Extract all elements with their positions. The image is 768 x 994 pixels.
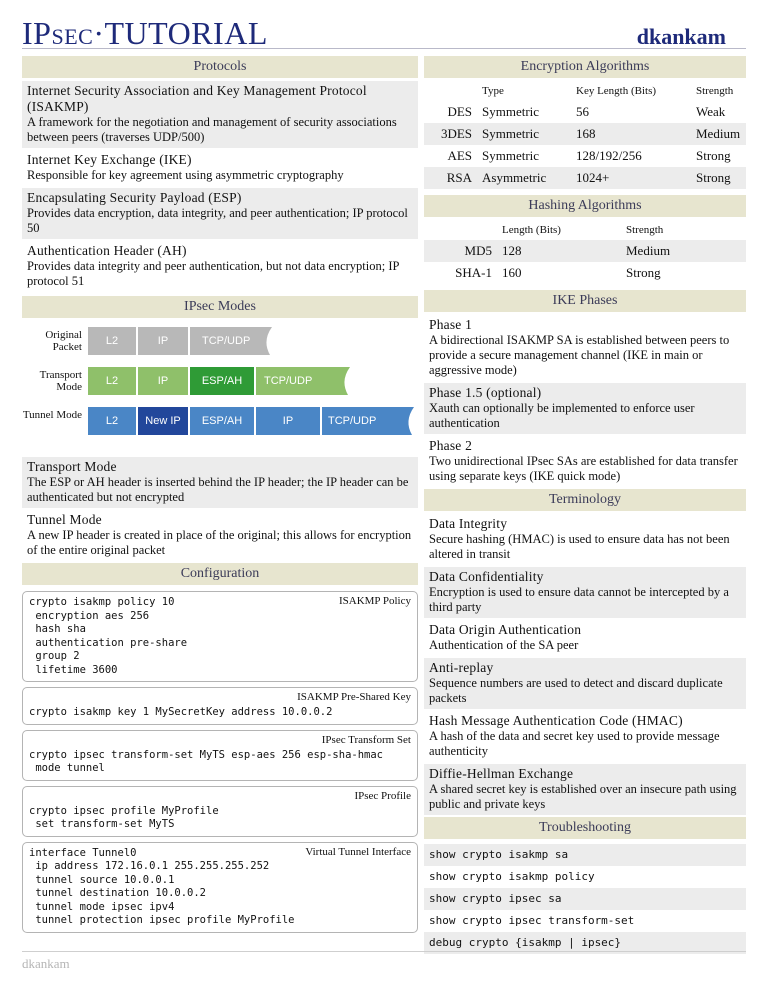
term-item [424,711,746,762]
mode-row-original [22,327,418,355]
config-label: IPsec Profile [354,789,411,802]
mode-desc: A new IP header is created in place of the original; this allows for encryption of the entire original packet [27,528,412,557]
ike-term: Phase 1.5 (optional) [429,385,542,400]
table-row [424,167,746,189]
table-cell: Symmetric [482,148,540,163]
troubleshooting-list [424,844,746,954]
table-row [424,240,746,262]
protocol-item [22,188,418,239]
terminology-list [424,514,746,815]
hashing-table [424,220,746,284]
logo-tutorial: TUTORIAL [104,15,268,51]
protocol-item [22,150,418,186]
table-cell: 3DES [424,123,478,145]
table-header-row [424,81,746,101]
table-cell: SHA-1 [455,265,492,280]
mode-row-tunnel [22,407,418,435]
ike-desc: A bidirectional ISAKMP SA is established between peers to provide a secure management channel (IKE in main or aggressive mode) [429,333,730,377]
config-block [22,730,418,781]
packet-segment: L2 [88,327,136,355]
troubleshooting-title: Troubleshooting [424,817,746,839]
protocol-item [22,81,418,148]
logo-ip: IP [22,15,52,51]
term-name: Data Integrity [429,516,508,531]
config-line: tunnel source 10.0.0.1 [29,873,175,886]
command-item: show crypto isakmp sa [424,844,746,866]
protocols-title: Protocols [22,56,418,78]
config-label: ISAKMP Policy [338,595,411,607]
table-cell: 128/192/256 [576,148,642,163]
term-desc: Authentication of the SA peer [429,638,579,652]
table-cell: Symmetric [478,123,572,145]
configuration-blocks [22,591,418,933]
logo-dot: · [93,15,105,51]
command-item: show crypto ipsec sa [424,888,746,910]
protocol-desc: A framework for the negotiation and management of security associations between peers (traverses UDP/500) [27,115,397,144]
command-item: show crypto isakmp policy [429,870,595,883]
packet-segment: New IP [138,407,188,435]
protocol-term: Authentication Header (AH) [27,243,187,258]
packet-tail-icon [328,367,352,395]
command-item: debug crypto {isakmp | ipsec} [424,932,746,954]
config-line: mode tunnel [29,762,105,774]
mode-term: Tunnel Mode [27,512,102,527]
table-cell: 168 [572,123,692,145]
terminology-title: Terminology [424,489,746,511]
packet-segment: TCP/UDP [190,327,252,355]
mode-label: Tunnel Mode [22,409,82,421]
command-item: show crypto ipsec transform-set [429,914,635,927]
left-column [22,56,418,938]
ike-item [424,436,746,487]
hashing-title: Hashing Algorithms [424,195,746,217]
mode-label: Original Packet [45,329,82,353]
column-header: Key Length (Bits) [576,85,657,97]
protocol-desc: Provides data integrity and peer authentication, but not data encryption; IP protocol 51 [27,259,400,288]
ike-item [424,315,746,381]
term-desc: Secure hashing (HMAC) is used to ensure data has not been altered in transit [429,532,730,561]
config-block [22,786,418,837]
modes-list [22,457,418,561]
term-name: Anti-replay [429,660,494,675]
config-line: crypto isakmp policy 10 [29,596,175,608]
column-header [424,81,478,101]
config-block [22,842,418,933]
config-line: set transform-set MyTS [29,818,175,830]
ike-title: IKE Phases [424,290,746,312]
table-cell: Strong [692,167,746,189]
right-column [424,56,746,954]
page-footer [22,951,746,971]
config-line: tunnel destination 10.0.0.2 [29,887,207,899]
encryption-title: Encryption Algorithms [424,56,746,78]
protocols-list [22,81,418,292]
config-line: interface Tunnel0 [29,846,137,859]
term-name: Hash Message Authentication Code (HMAC) [429,713,683,728]
protocol-term: Internet Key Exchange (IKE) [27,152,192,167]
table-cell: 1024+ [572,167,692,189]
term-item [424,514,746,565]
table-row [424,101,746,123]
column-header: Type [482,85,504,97]
config-line: crypto ipsec profile MyProfile [29,804,219,817]
term-desc: A shared secret key is established over an insecure path using public and private keys [429,782,737,811]
packet-segment: TCP/UDP [322,407,392,435]
packet-segment: ESP/AH [190,367,254,395]
table-header-row [424,220,746,240]
term-desc: Encryption is used to ensure data cannot be intercepted by a third party [429,585,729,614]
term-item [424,567,746,618]
encryption-table [424,81,746,189]
protocol-term: Encapsulating Security Payload (ESP) [27,190,242,205]
packet-segment: TCP/UDP [256,367,328,395]
table-cell: Medium [622,240,746,262]
config-line: crypto isakmp key 1 MySecretKey address 10.0.0.2 [29,706,333,718]
config-line: tunnel mode ipsec ipv4 [29,900,175,913]
config-label: ISAKMP Pre-Shared Key [297,691,411,703]
column-header: Strength [696,85,734,97]
packet-segment: IP [256,407,320,435]
packet-segment: L2 [88,367,136,395]
column-header: Length (Bits) [502,224,561,236]
config-line: lifetime 3600 [29,663,118,676]
config-line: authentication pre-share [29,636,188,649]
config-line: encryption aes 256 [29,609,150,622]
term-desc: A hash of the data and secret key used to provide message authenticity [429,729,720,758]
table-row [424,262,746,284]
config-block [22,591,418,682]
config-line: ip address 172.16.0.1 255.255.255.252 [29,860,270,872]
protocol-desc: Provides data encryption, data integrity, and peer authentication; IP protocol 50 [27,206,408,235]
packet-segment: ESP/AH [190,407,254,435]
mode-item [22,457,418,508]
config-line: crypto ipsec transform-set MyTS esp-aes 256 esp-sha-hmac [29,748,384,761]
mode-term: Transport Mode [27,459,117,474]
term-name: Diffie-Hellman Exchange [429,766,574,781]
packet-segment: L2 [88,407,136,435]
table-cell: Medium [692,123,746,145]
term-item [424,658,746,709]
table-row [424,145,746,167]
protocol-term: Internet Security Association and Key Management Protocol (ISAKMP) [27,83,367,114]
configuration-title: Configuration [22,563,418,585]
config-block [22,687,418,725]
table-cell: DES [447,104,472,119]
config-label: IPsec Transform Set [321,733,411,746]
table-cell: Strong [696,148,731,163]
mode-desc: The ESP or AH header is inserted behind the IP header; the IP header can be authenticated but not encrypted [27,475,409,504]
table-row [424,123,746,145]
packet-segment: IP [138,327,188,355]
config-line: group 2 [29,650,80,662]
table-cell: Asymmetric [478,167,572,189]
packet-tail-icon [252,327,274,355]
ike-list [424,315,746,487]
protocol-desc: Responsible for key agreement using asymmetric cryptography [27,168,344,182]
mode-row-transport [22,367,418,395]
column-header [424,220,498,240]
logo-sec: SEC [51,24,94,49]
term-desc: Sequence numbers are used to detect and discard duplicate packets [429,676,723,705]
mode-item [22,510,418,561]
ike-term: Phase 1 [429,317,473,332]
protocol-item [22,241,418,292]
table-cell: MD5 [424,240,498,262]
page-title [22,16,268,54]
ike-desc: Two unidirectional IPsec SAs are established for data transfer using separate keys (IKE quick mode) [429,454,738,483]
config-label: Virtual Tunnel Interface [305,845,411,858]
table-cell: AES [447,148,472,163]
term-name: Data Confidentiality [429,569,544,584]
ike-desc: Xauth can optionally be implemented to enforce user authentication [429,401,695,430]
term-item [424,764,746,815]
table-cell: Weak [696,104,726,119]
term-name: Data Origin Authentication [429,622,582,637]
term-item [424,620,746,656]
table-cell: 160 [502,265,522,280]
modes-title: IPsec Modes [22,296,418,318]
column-header: Strength [626,224,664,236]
table-cell: Symmetric [482,104,540,119]
ike-item [424,383,746,434]
ike-term: Phase 2 [429,438,473,453]
footer-author: dkankam [22,956,70,971]
packet-tail-icon [392,407,416,435]
modes-diagram [22,321,418,461]
table-cell: 56 [576,104,589,119]
author-name: dkankam [636,24,726,49]
table-cell: 128 [498,240,622,262]
packet-segment: IP [138,367,188,395]
page-header [22,14,746,49]
config-line: hash sha [29,623,86,635]
table-cell: Strong [626,265,661,280]
mode-label: Transport Mode [39,369,82,393]
config-line: tunnel protection ipsec profile MyProfile [29,914,295,926]
table-cell: RSA [424,167,478,189]
